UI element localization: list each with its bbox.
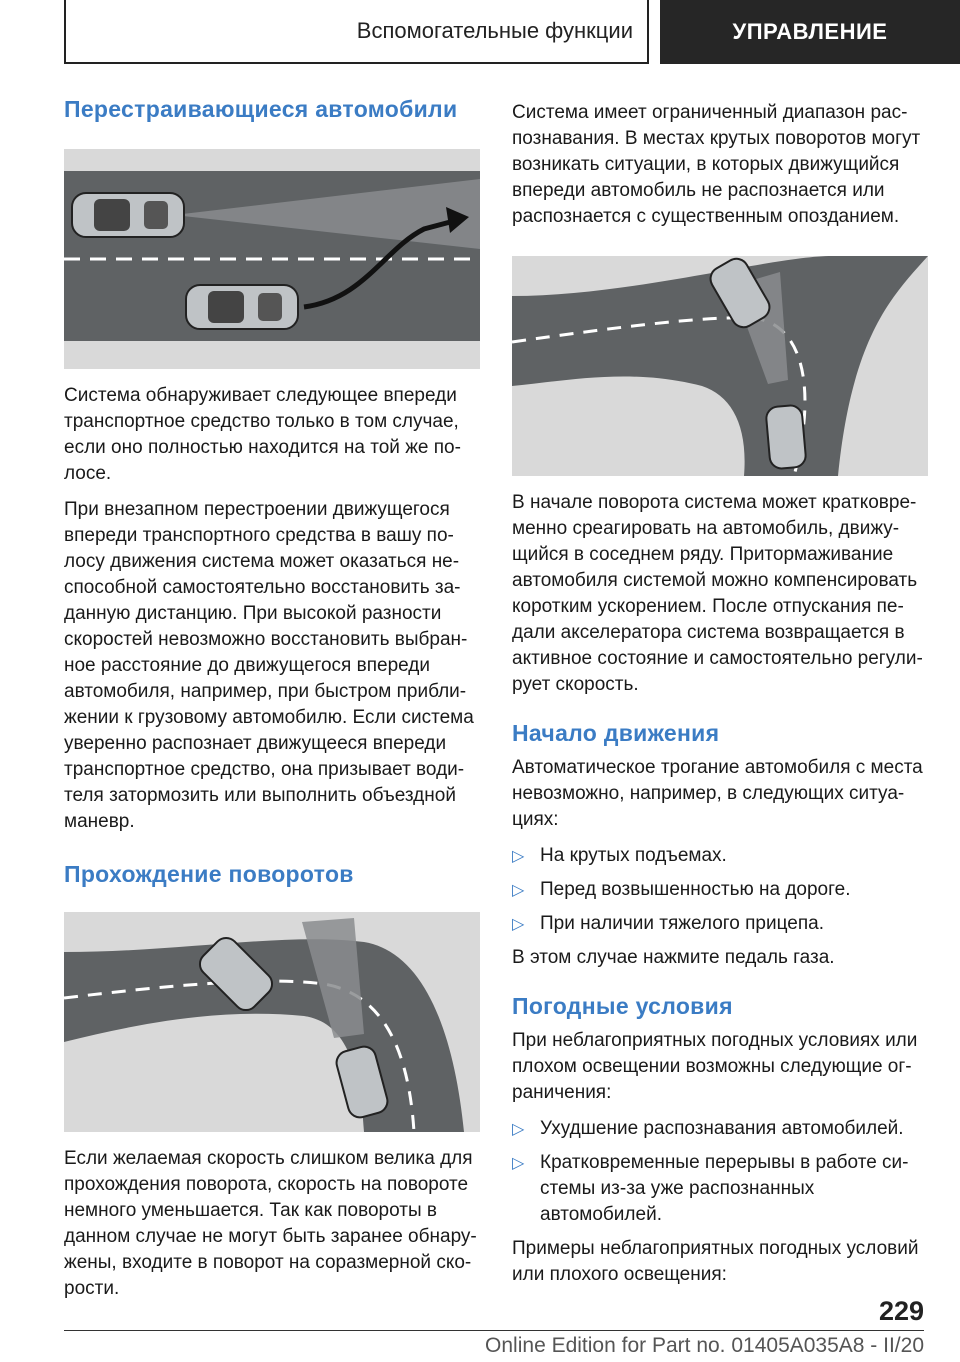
chapter-title-text: УПРАВЛЕНИЕ	[732, 19, 888, 44]
list-item: ▷ Кратковременные перерывы в работе си-стемы из-за уже распознанных автомобилей.	[512, 1152, 909, 1225]
paragraph: В этом случае нажмите педаль газа.	[512, 947, 835, 968]
paragraph: В начале поворота система может кратковре-менно среагировать на автомобиль, движу-щийся в соседнем ряду. Притормаживание автомобиля системой можно компенсировать коротким ускорением. После отпускания пе-дали акселератора система возвращается в активное состояние и самостоятельно регули-рует скорость.	[512, 492, 923, 695]
triangle-bullet-icon: ▷	[512, 1121, 525, 1138]
paragraph: При неблагоприятных погодных условиях или плохом освещении возможны следующие ог-раничения:	[512, 1030, 918, 1103]
paragraph: Система имеет ограниченный диапазон рас-познавания. В местах крутых поворотов могут возникать ситуации, в которых движущийся впереди автомобиль не распознается или распознается с существенным опозданием.	[512, 102, 921, 227]
footer-divider	[64, 1330, 924, 1331]
bullet-list-start-off	[512, 843, 928, 937]
own-car-icon	[186, 285, 298, 329]
left-column	[64, 96, 480, 1302]
lane-change-illustration	[64, 149, 480, 369]
section-title-text: Вспомогательные функции	[356, 18, 633, 43]
list-item: ▷ Ухудшение распознавания автомобилей.	[512, 1116, 928, 1142]
paragraph: При внезапном перестроении движущегося впереди транспортного средства в вашу по-лосу движения система может оказаться не-способной самостоятельно восстановить за-данную дистанцию. При высокой разности скоростей невозможно восстановить выбран-ное расстояние до движущегося впереди автомобиля, например, при быстром прибли-жении к грузовому автомобилю. Если система уверенно распознает движущееся впереди транспортное средство, она призывает води-теля затормозить или выполнить объездной маневр.	[64, 499, 474, 832]
cornering-illustration	[64, 912, 480, 1132]
right-column	[512, 100, 928, 1288]
list-item: ▷ На крутых подъемах.	[512, 843, 928, 869]
page-number: 229	[878, 1296, 924, 1326]
list-item: ▷ При наличии тяжелого прицепа.	[512, 911, 928, 937]
triangle-bullet-icon: ▷	[512, 848, 525, 865]
paragraph: Если желаемая скорость слишком велика для прохождения поворота, скорость на повороте немного уменьшается. Так как повороты в данном случае не могут быть заранее обнару-жены, входите в поворот на соразмерной ско-рости.	[64, 1148, 477, 1299]
header-chapter-tab	[660, 0, 960, 64]
heading-lane-changing: Перестраивающиеся автомобили	[64, 96, 458, 122]
bullet-list-weather	[512, 1116, 928, 1228]
narrow-curve-illustration	[512, 256, 928, 476]
heading-cornering: Прохождение поворотов	[64, 861, 354, 887]
paragraph: Система обнаруживает следующее впереди транспортное средство только в том случае, если оно полностью находится на той же по-лосе.	[64, 385, 461, 484]
triangle-bullet-icon: ▷	[512, 882, 525, 899]
car-ahead-icon	[72, 193, 184, 237]
paragraph: Автоматическое трогание автомобиля с места невозможно, например, в следующих ситуа-циях:	[512, 757, 923, 830]
heading-weather: Погодные условия	[512, 993, 733, 1019]
own-car-icon	[765, 405, 806, 470]
footer-edition: Online Edition for Part no. 01405A035A8 - II/20	[485, 1334, 924, 1357]
triangle-bullet-icon: ▷	[512, 1155, 525, 1172]
triangle-bullet-icon: ▷	[512, 916, 525, 933]
list-item: ▷ Перед возвышенностью на дороге.	[512, 877, 928, 903]
heading-start-off: Начало движения	[512, 720, 720, 746]
paragraph: Примеры неблагоприятных погодных условий или плохого освещения:	[512, 1238, 919, 1285]
header-section-title	[64, 0, 649, 64]
